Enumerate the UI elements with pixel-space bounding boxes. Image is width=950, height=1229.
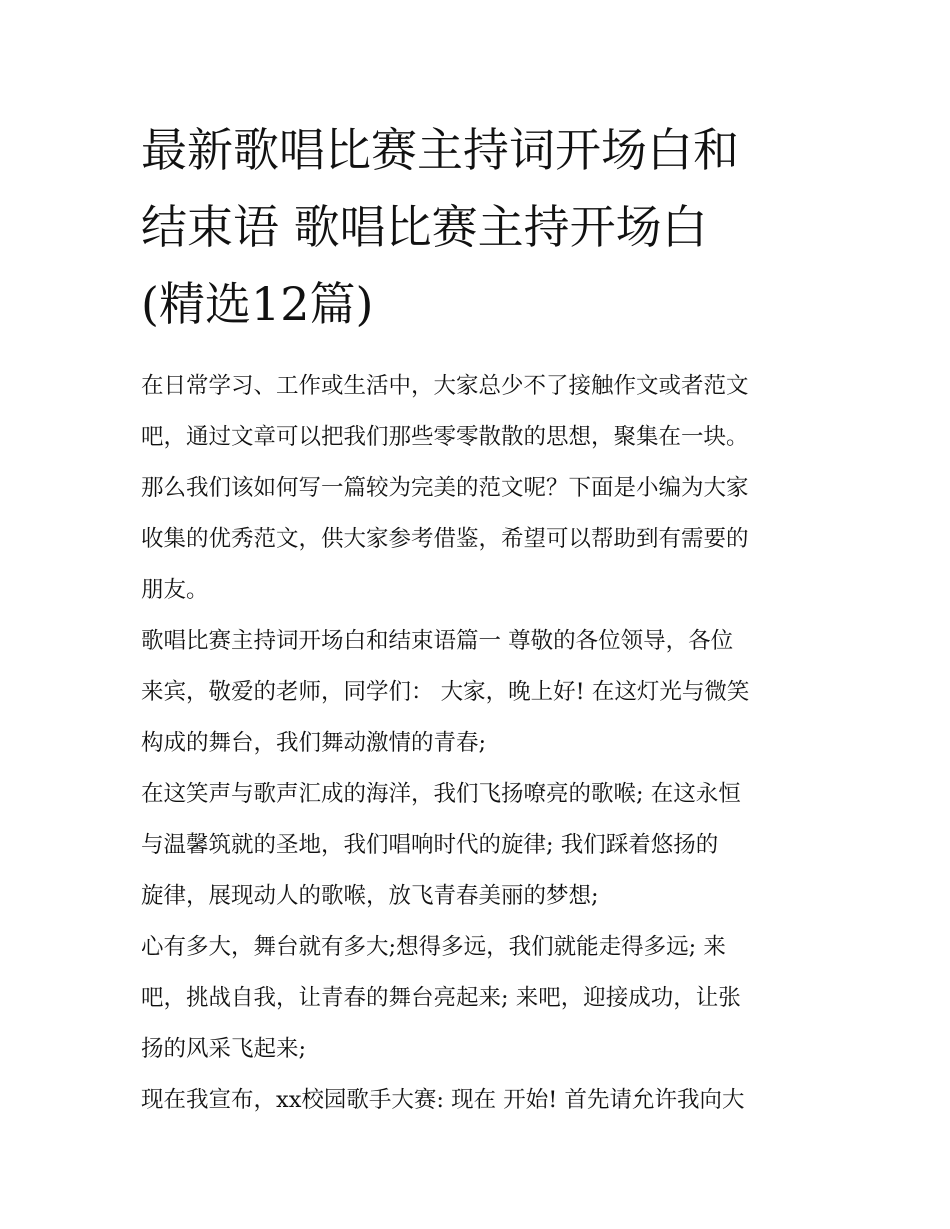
- intro-paragraph: [141, 361, 813, 616]
- title-line: 最新歌唱比赛主持词开场白和: [141, 123, 739, 177]
- text-line: 收集的优秀范文，供大家参考借鉴，希望可以帮助到有需要的: [141, 526, 749, 552]
- text-line: 那么我们该如何写一篇较为完美的范文呢？下面是小编为大家: [141, 475, 749, 501]
- document-title: [141, 112, 813, 343]
- document-page: [141, 112, 813, 1126]
- title-line: (精选12篇): [141, 277, 374, 331]
- text-line: 在日常学习、工作或生活中，大家总少不了接触作文或者范文: [141, 373, 749, 399]
- text-line: 与温馨筑就的圣地，我们唱响时代的旋律; 我们踩着悠扬的: [141, 832, 719, 858]
- title-line: 结束语 歌唱比赛主持开场白: [141, 200, 708, 254]
- opening-paragraph: [141, 616, 813, 769]
- text-line: 歌唱比赛主持词开场白和结束语篇一 尊敬的各位领导，各位: [141, 628, 734, 654]
- text-line: 来宾，敬爱的老师，同学们： 大家，晚上好! 在这灯光与微笑: [141, 679, 750, 705]
- document-body: [141, 361, 813, 1126]
- text-line: 现在我宣布，xx校园歌手大赛: 现在 开始! 首先请允许我向大: [141, 1087, 745, 1113]
- text-line: 朋友。: [141, 577, 209, 603]
- text-line: 在这笑声与歌声汇成的海洋，我们飞扬嘹亮的歌喉; 在这永恒: [141, 781, 741, 807]
- body-paragraph: [141, 922, 813, 1075]
- text-line: 扬的风采飞起来;: [141, 1036, 307, 1062]
- text-line: 吧，通过文章可以把我们那些零零散散的思想，聚集在一块。: [141, 424, 749, 450]
- announcement-paragraph: [141, 1075, 813, 1126]
- body-paragraph: [141, 769, 813, 922]
- text-line: 心有多大，舞台就有多大;想得多远，我们就能走得多远; 来: [141, 934, 726, 960]
- text-line: 旋律，展现动人的歌喉，放飞青春美丽的梦想;: [141, 883, 599, 909]
- text-line: 构成的舞台，我们舞动激情的青春;: [141, 730, 487, 756]
- text-line: 吧，挑战自我，让青春的舞台亮起来; 来吧，迎接成功，让张: [141, 985, 741, 1011]
